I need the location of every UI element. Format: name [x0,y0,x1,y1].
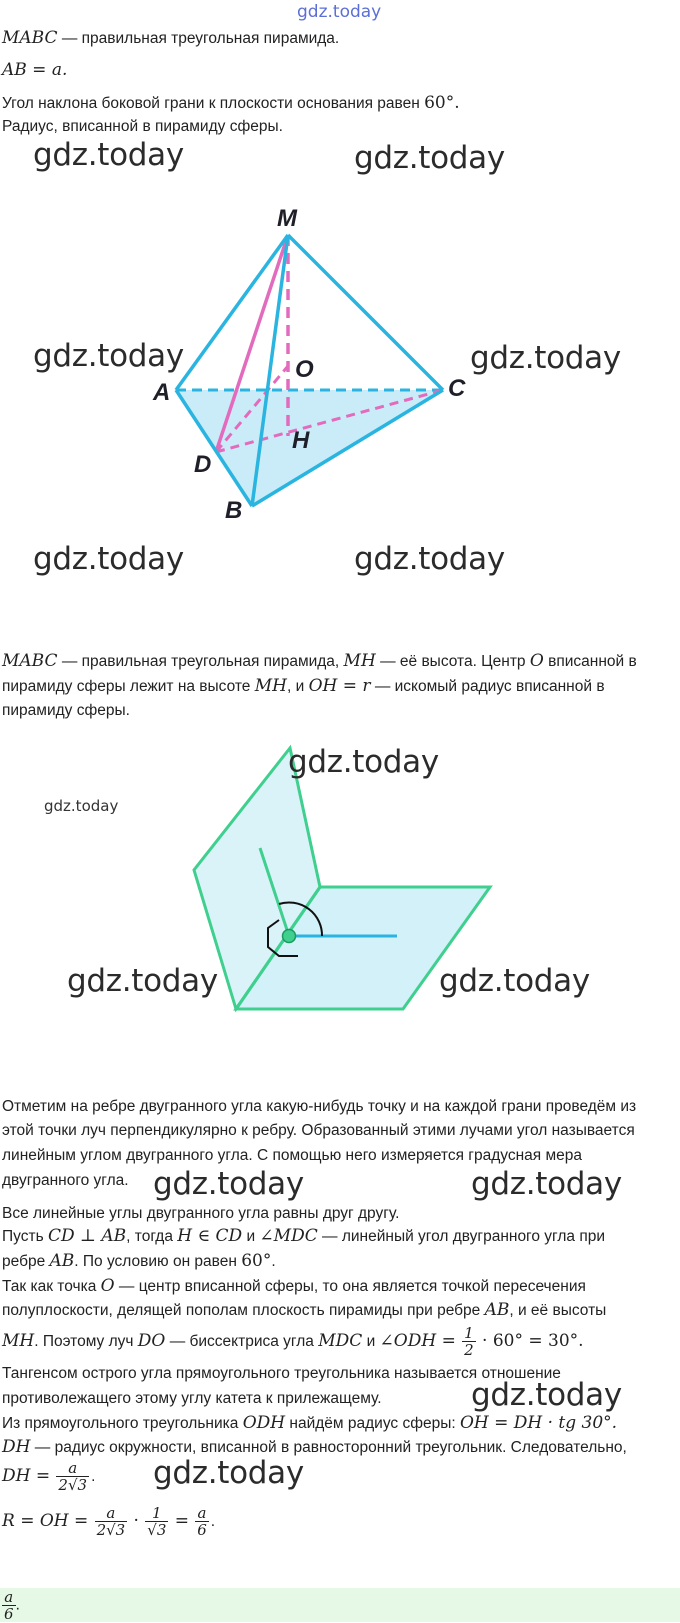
watermark: gdz.today [153,1166,304,1202]
math-mh: MH [2,1331,35,1351]
math-result-30: · 60° = 30°. [482,1331,584,1351]
math-dh: DH [2,1437,31,1457]
intro-text: пирамиду сферы лежит на высоте [2,678,251,695]
theory-line-4: двугранного угла. [2,1172,129,1189]
intro-text: вписанной в [548,653,637,670]
label-m: M [277,205,297,232]
watermark: gdz.today [470,340,621,376]
frac-num: 1 [464,1324,474,1343]
intro-line-2 [2,676,605,697]
watermark-top: gdz.today [297,2,382,22]
intro-text: , и [286,678,305,695]
frac-den: 2√3 [96,1521,126,1540]
step-line-13 [2,1413,617,1434]
step-text: . [271,1253,276,1270]
math-r-eq: R = OH = [2,1511,89,1531]
answer-end: . [15,1596,20,1614]
math-h-in-cd: H ∈ CD [177,1226,243,1246]
label-o: O [295,356,314,383]
frac-den: 6 [4,1605,14,1623]
math-odh: ODH [242,1413,286,1433]
edge-point [283,930,296,943]
math-cd-perp-ab: CD ⊥ AB [47,1226,127,1246]
math-angle-odh: ∠ODH = [379,1331,456,1351]
given-line-3 [2,93,460,114]
step-line-15 [2,1458,95,1495]
math-dot: · [133,1511,139,1531]
step-text: . Поэтому луч [34,1333,134,1350]
frac-den: √3 [147,1521,167,1540]
intro-line-1 [2,651,637,672]
step-line-12: противолежащего этому углу катета к прилежащему. [2,1390,382,1407]
label-a: A [153,379,171,406]
theory-line-1: Отметим на ребре двугранного угла какую-нибудь точку и на каждой грани проведём из [2,1098,637,1115]
watermark: gdz.today [33,137,184,173]
step-text: . [91,1468,96,1485]
step-text: , и её высоты [509,1302,607,1319]
watermark: gdz.today [471,1377,622,1413]
step-text: — радиус окружности, вписанной в равносторонний треугольник. Следовательно, [34,1439,627,1456]
watermark: gdz.today [471,1166,622,1202]
math-mdc: MDC [318,1331,363,1351]
intro-text: — искомый радиус вписанной в [374,678,605,695]
fraction-r-2 [145,1505,168,1538]
intro-text: — правильная треугольная пирамида, [61,653,340,670]
frac-den: 2 [464,1341,474,1360]
angle-value: 60°. [424,93,460,113]
watermark: gdz.today [288,744,439,780]
label-h: H [292,427,310,454]
answer-box [0,1588,680,1622]
step-line-11: Тангенсом острого угла прямоугольного треугольника называется отношение [2,1365,561,1382]
step-line-7 [2,1251,276,1272]
math-mh: MH [254,676,287,696]
watermark: gdz.today [33,338,184,374]
angle-text: Угол наклона боковой грани к плоскости основания равен [2,95,420,112]
intro-text: пирамиду сферы. [2,702,130,719]
watermark: gdz.today [153,1455,304,1491]
step-line-6 [2,1226,605,1247]
frac-num: 1 [152,1504,162,1523]
answer-value [2,1589,20,1622]
math-equals: = [174,1511,189,1531]
math-oh-formula: OH = DH · tg 30°. [459,1413,618,1433]
step-text: и [246,1228,256,1245]
theory-line-3: линейным углом двугранного угла. С помощью него измеряется градусная мера [2,1147,582,1164]
step-text: и [366,1333,376,1350]
answer-fraction [2,1589,16,1622]
watermark-small: gdz.today [44,797,119,815]
step-line-9 [2,1300,606,1321]
given-line-1 [2,28,339,49]
intro-line-3 [2,701,130,721]
frac-den: 2√3 [58,1476,88,1495]
math-do: DO [137,1331,166,1351]
math-60: 60° [241,1251,272,1271]
math-mabc: MABC [2,651,58,671]
theory-line-5: Все линейные углы двугранного угла равны друг другу. [2,1205,400,1222]
given-line-4 [2,117,283,137]
frac-den: 6 [197,1521,207,1540]
frac-num: a [4,1588,14,1606]
label-b: B [225,497,243,524]
ab-equals: AB = a. [2,60,68,80]
frac-num: a [197,1504,207,1523]
fraction-r-1 [95,1505,128,1538]
step-text: . По условию он равен [74,1253,237,1270]
step-text: — центр вписанной сферы, то она является точкой пересечения [118,1278,586,1295]
fraction-dh [56,1460,89,1493]
math-dh-eq: DH = [2,1466,51,1486]
step-line-8 [2,1276,586,1297]
math-ab: AB [49,1251,75,1271]
frac-num: a [68,1459,78,1478]
pyramid-desc: — правильная треугольная пирамида. [61,30,340,47]
math-angle-mdc: ∠MDC [259,1226,318,1246]
step-text: — биссектриса угла [169,1333,314,1350]
math-o: O [100,1276,115,1296]
pyramid-name: MABC [2,28,58,48]
label-d: D [194,451,212,478]
step-line-10 [2,1323,584,1360]
watermark: gdz.today [33,541,184,577]
watermark: gdz.today [354,140,505,176]
fraction-half [462,1325,476,1358]
step-text: Из прямоугольного треугольника [2,1415,239,1432]
step-text: найдём радиус сферы: [289,1415,456,1432]
watermark: gdz.today [67,963,218,999]
watermark: gdz.today [439,963,590,999]
math-ab: AB [484,1300,510,1320]
fraction-r-3 [195,1505,209,1538]
math-mh: MH [343,651,376,671]
step-text: — линейный угол двугранного угла при [322,1228,606,1245]
watermark: gdz.today [354,541,505,577]
frac-num: a [106,1504,116,1523]
step-text: ребре [2,1253,46,1270]
math-oh-r: OH = r [308,676,371,696]
step-text: . [210,1513,216,1530]
step-text: Пусть [2,1228,44,1245]
theory-line-2: этой точки луч перпендикулярно к ребру. Образованный этими лучами угол называется [2,1122,635,1139]
step-text: полуплоскости, делящей пополам плоскость пирамиды при ребре [2,1302,481,1319]
step-line-14 [2,1437,627,1458]
find-text: Радиус, вписанной в пирамиду сферы. [2,118,283,135]
intro-text: — её высота. Центр [380,653,526,670]
label-c: C [448,375,466,402]
step-line-16 [2,1502,215,1541]
step-text: , тогда [126,1228,173,1245]
step-text: Так как точка [2,1278,97,1295]
given-line-2 [2,60,67,81]
math-o: O [529,651,544,671]
